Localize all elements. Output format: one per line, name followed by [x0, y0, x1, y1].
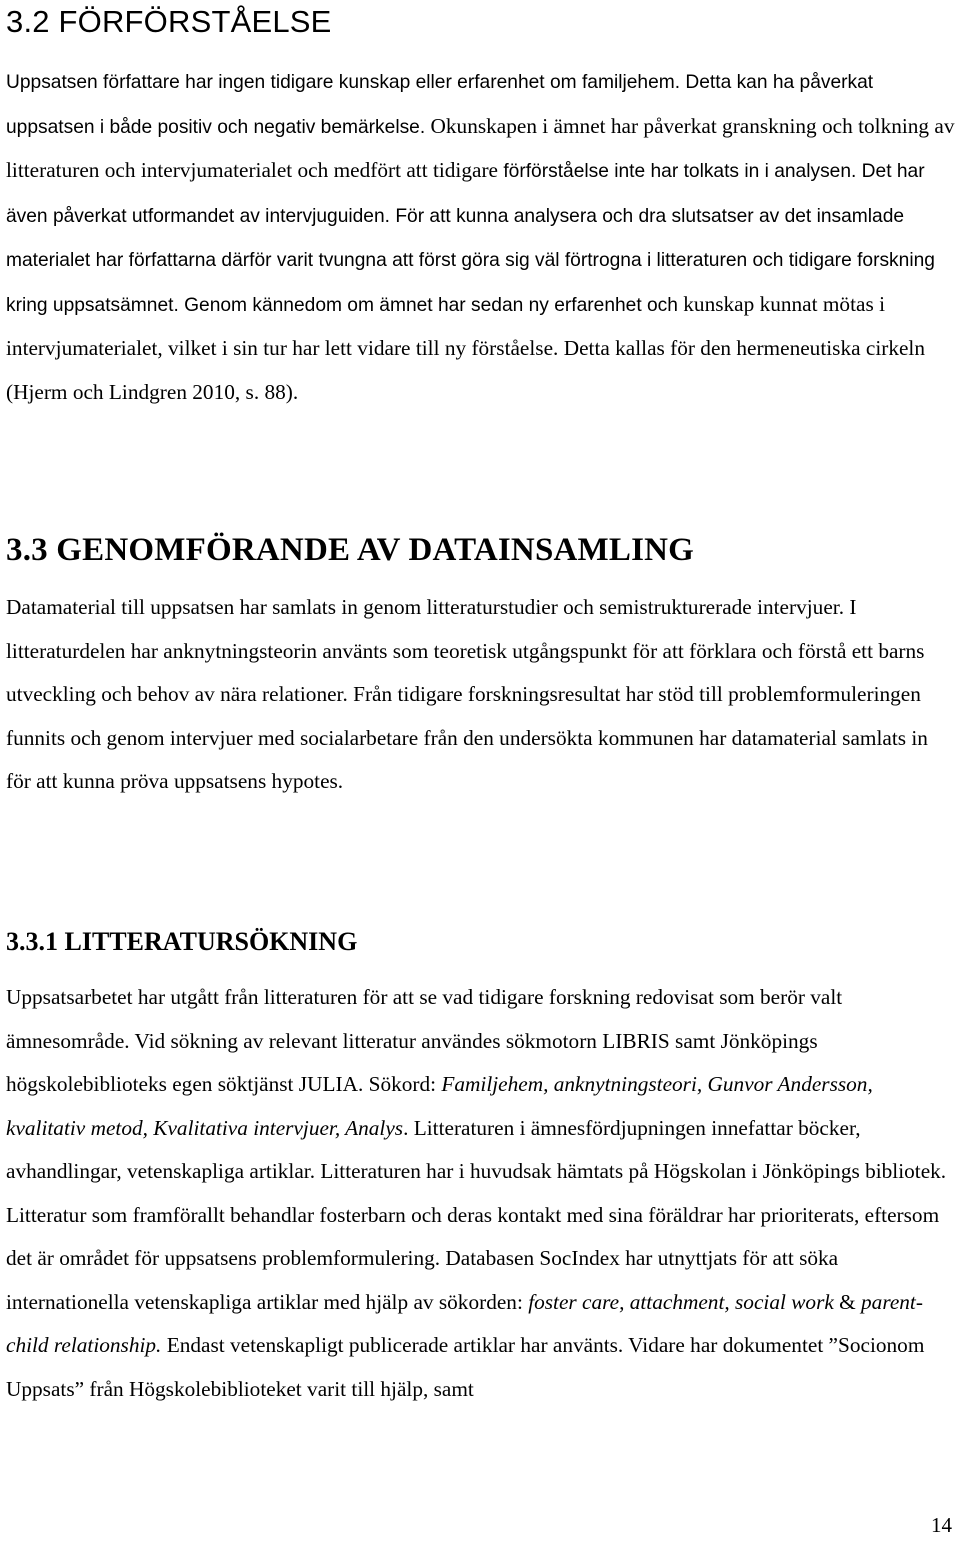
- page-number: 14: [931, 1513, 952, 1537]
- section-3-3: [6, 530, 956, 570]
- section-3-3-1-body: [6, 976, 956, 1411]
- paragraph-run: Okunskapen i ämnet har påverkat granskning och tolkning av litteraturen och intervjumaterialet och medfört att tidigare: [6, 113, 955, 182]
- section-3-3-1: [6, 926, 956, 958]
- paragraph-run: . Litteraturen i ämnesfördjupningen innefattar böcker, avhandlingar, vetenskapliga artiklar. Litteraturen har i huvudsak hämtats på Högskolan i Jönköpings bibliotek. Litteratur som framförallt behandlar fosterbarn och deras kontakt med sina föräldrar har prioriterats, eftersom det är området för uppsatsens problemformulering. Databasen SocIndex har utnyttjats för att söka internationella vetenskapliga artiklar med hjälp av sökorden:: [6, 1115, 947, 1314]
- section-heading-3-2: 3.2 FÖRFÖRSTÅELSE: [6, 4, 332, 39]
- section-heading-3-3-1: 3.3.1 LITTERATURSÖKNING: [6, 927, 358, 956]
- paragraph-run: kunskap kunnat mötas i intervjumaterialet, vilket i sin tur har lett vidare till ny förståelse. Detta kallas för den hermeneutiska cirkeln (Hjerm och Lindgren 2010, s. 88).: [6, 291, 926, 404]
- paragraph-run: &: [833, 1289, 862, 1314]
- section-3-2: [6, 2, 956, 42]
- paragraph-run: Endast vetenskapligt publicerade artiklar har använts. Vidare har dokumentet ”Socionom Uppsats” från Högskolebiblioteket varit till hjälp, samt: [6, 1333, 925, 1401]
- paragraph-run: Uppsatsarbetet har utgått från litteraturen för att se vad tidigare forskning redovisat som berör valt ämnesområde. Vid sökning av relevant litteratur användes sökmotorn LIBRIS samt Jönköpings högskolebiblioteks egen söktjänst JULIA. Sökord:: [6, 985, 843, 1096]
- search-terms-english-italic: foster care, attachment, social work: [528, 1289, 834, 1314]
- section-heading-3-3: 3.3 GENOMFÖRANDE AV DATAINSAMLING: [6, 532, 695, 568]
- paragraph-forforstaelse: [6, 60, 956, 414]
- section-3-3-body: [6, 586, 956, 804]
- search-terms-english-italic-2: parent-child relationship.: [6, 1289, 923, 1357]
- paragraph-genomforande: Datamaterial till uppsatsen har samlats in genom litteraturstudier och semistrukturerade intervjuer. I litteraturdelen har anknytningsteorin använts som teoretisk utgångspunkt för att förklara och förstå ett barns utveckling och behov av nära relationer. Från tidigare forskningsresultat har stöd till problemformuleringen funnits och genom intervjuer med socialarbetare från den undersökta kommunen har datamaterial samlats in för att kunna pröva uppsatsens hypotes.: [6, 595, 928, 793]
- paragraph-run: Uppsatsen författare har ingen tidigare kunskap eller erfarenhet om familjehem. Detta kan ha påverkat uppsatsen i både positiv och negativ bemärkelse.: [6, 72, 874, 138]
- paragraph-run: förförståelse inte har tolkats in i analysen. Det har även påverkat utformandet av intervjuguiden. För att kunna analysera och dra slutsatser av det insamlade materialet har författarna därför varit tvungna att först göra sig väl förtrogna i litteraturen och tidigare forskning kring uppsatsämnet. Genom kännedom om ämnet har sedan ny erfarenhet och: [6, 161, 935, 316]
- paragraph-litteratursokning: [6, 976, 956, 1411]
- section-3-2-body: [6, 60, 956, 414]
- search-terms-italic: Familjehem, anknytningsteori, Gunvor Andersson, kvalitativ metod, Kvalitativa intervjuer, Analys: [6, 1072, 873, 1140]
